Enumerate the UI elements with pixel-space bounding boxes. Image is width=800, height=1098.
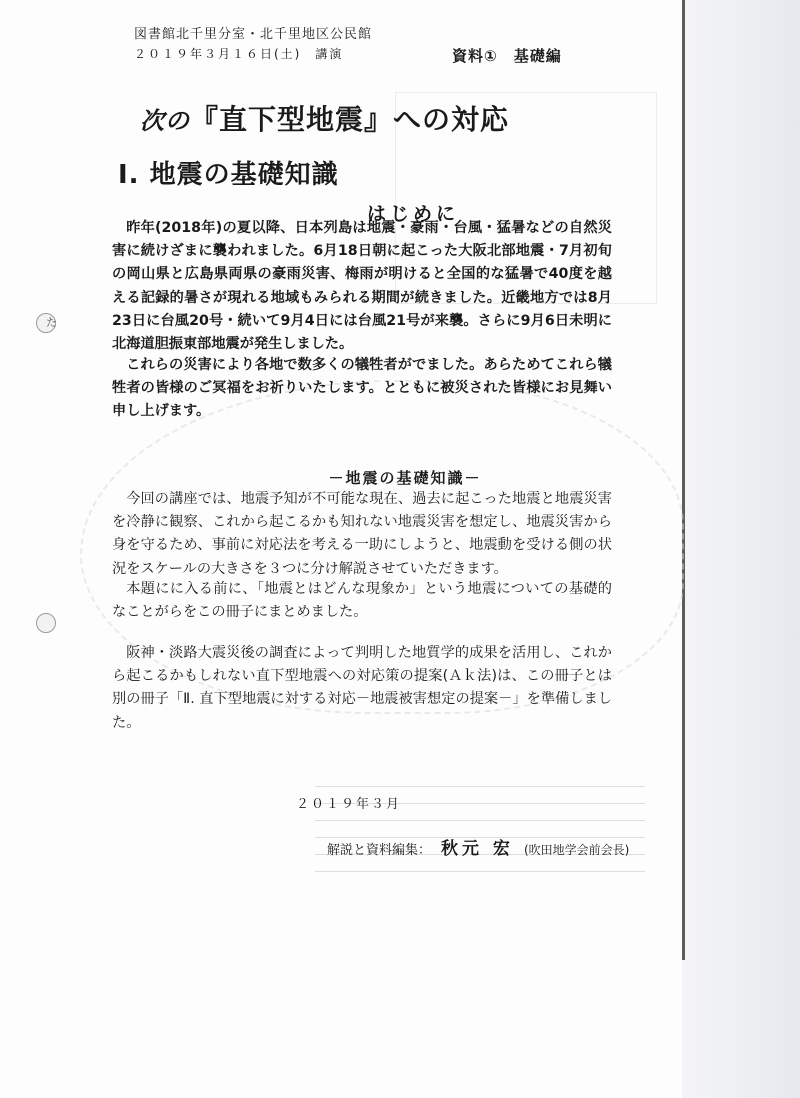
closing-date: ２０１９年３月 [296, 797, 402, 812]
basics-paragraph: 今回の講座では、地震予知が不可能な現在、過去に起こった地震と地震災害を冷静に観察、これから起こるかも知れない地震災害を想定し、地震災害から身を守るため、事前に対応法を考える一助にしようと、地震動を受ける側の状況をスケールの大きさを３つに分け解説させていただきます。 [112, 491, 612, 577]
title-main: 『直下型地震』への対応 [190, 103, 510, 136]
basics-paragraph: 本題にに入る前に、「地震とはどんな現象か」という地震についての基礎的なことがらをこの冊子にまとめました。 [112, 581, 612, 621]
author-role: (吹田地学会前会長) [523, 843, 630, 857]
intro-paragraph: 昨年(2018年)の夏以降、日本列島は地震・豪雨・台風・猛暑などの自然災害に続けざまに襲われました。6月18日朝に起こった大阪北部地震・7月初旬の岡山県と広島県両県の豪雨災害、梅雨が明けると全国的な猛暑で40度を越える記録的暑さが現れる地域もみられる期間が続きました。近畿地方では8月23日に台風20号・続いて9月4日には台風21号が来襲。さらに9月6日未明に北海道胆振東部地震が発生しました。 [112, 220, 612, 353]
margin-note: た [46, 316, 57, 329]
page-shadow-edge [682, 0, 800, 1098]
header-date: ２０１９年３月１６日(土) 講演 [134, 47, 344, 61]
title-prefix: 次の [140, 106, 190, 135]
punch-hole-icon [36, 613, 56, 633]
material-badge: 資料① 基礎編 [452, 47, 562, 65]
author-name: 秋元 宏 [441, 839, 514, 859]
header-organizer: 図書館北千里分室・北千里地区公民館 [134, 27, 373, 42]
page-title [140, 98, 509, 138]
intro-paragraph: これらの災害により各地で数多くの犠牲者がでました。あらためてこれら犠牲者の皆様のご冥福をお祈りいたします。とともに被災された皆様にお見舞い申し上げます。 [112, 357, 612, 420]
section-title: Ⅰ. 地震の基礎知識 [118, 160, 339, 190]
credit-label: 解説と資料編集： [327, 843, 432, 858]
basics-heading: －地震の基礎知識－ [328, 469, 482, 487]
intro-heading: はじめに [366, 203, 459, 225]
author-credit [327, 834, 629, 859]
basics-paragraph: 阪神・淡路大震災後の調査によって判明した地質学的成果を活用し、これから起こるかもしれない直下型地震への対応策の提案(Ａｋ法)は、この冊子とは別の冊子「Ⅱ. 直下型地震に対する対応－地震被害想定の提案－」を準備しました。 [112, 645, 612, 731]
